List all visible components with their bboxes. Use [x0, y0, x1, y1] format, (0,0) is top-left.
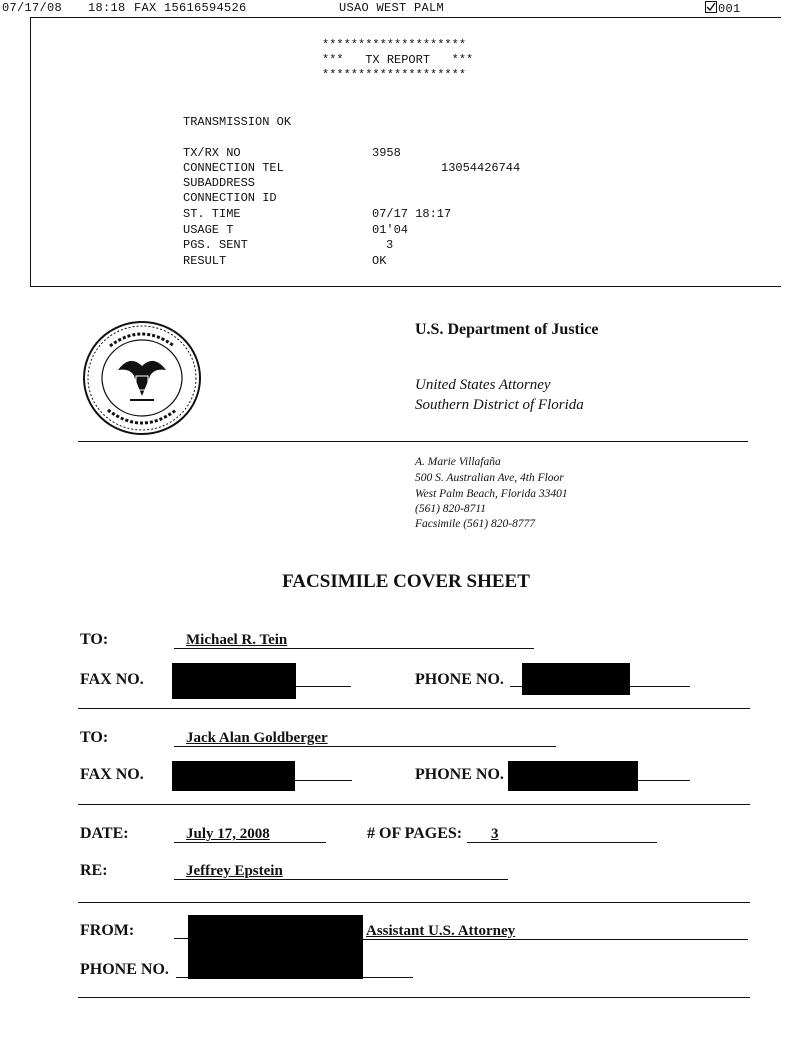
redaction-block	[522, 663, 630, 695]
fax-sender: USAO WEST PALM	[339, 1, 445, 15]
tx-row-label: TX/RX NO	[183, 146, 241, 160]
section-divider	[78, 708, 750, 709]
underline	[295, 780, 352, 781]
tx-row-label: CONNECTION ID	[183, 191, 277, 205]
contact-line: A. Marie Villafaña	[415, 456, 501, 468]
tx-row-label: PGS. SENT	[183, 238, 248, 252]
tx-row-value: 3	[386, 238, 394, 252]
redaction-block	[188, 915, 363, 979]
redaction-block	[508, 761, 638, 791]
tx-row-label: USAGE T	[183, 223, 234, 237]
tx-row-value: OK	[372, 254, 387, 268]
underline	[638, 780, 690, 781]
office-line-1: United States Attorney	[415, 377, 551, 393]
tx-stars-bottom: ********************	[322, 68, 467, 82]
fax-number: FAX 15616594526	[134, 1, 247, 15]
underline	[467, 842, 657, 843]
cover-sheet-title: FACSIMILE COVER SHEET	[282, 571, 530, 592]
tx-row-label: SUBADDRESS	[183, 176, 256, 190]
page-indicator	[705, 1, 741, 16]
underline	[176, 977, 188, 978]
underline	[630, 686, 690, 687]
recipient-name: Michael R. Tein	[186, 632, 288, 648]
tx-row-value: 3958	[372, 146, 401, 160]
phone-no-label: PHONE NO.	[80, 961, 169, 978]
tx-row-label: CONNECTION TEL	[183, 161, 284, 175]
section-divider	[78, 902, 750, 903]
redaction-block	[172, 761, 295, 791]
underline	[363, 977, 413, 978]
office-line-2: Southern District of Florida	[415, 397, 584, 413]
tx-stars-top: ********************	[322, 38, 467, 52]
underline	[174, 648, 534, 649]
page-number: 001	[718, 2, 741, 16]
underline	[174, 879, 508, 880]
contact-line: 500 S. Australian Ave, 4th Floor	[415, 472, 564, 484]
tx-row-label: ST. TIME	[183, 207, 241, 221]
fax-time: 18:18	[88, 1, 126, 15]
letterhead-rule	[78, 441, 748, 442]
to-label: TO:	[80, 631, 109, 648]
phone-no-label: PHONE NO.	[415, 671, 504, 688]
contact-line: (561) 820-8711	[415, 503, 487, 515]
tx-row-value: 13054426744	[441, 161, 521, 175]
re-label: RE:	[80, 862, 108, 879]
transmission-status: TRANSMISSION OK	[183, 115, 292, 129]
from-title: Assistant U.S. Attorney	[366, 923, 516, 939]
contact-line: Facsimile (561) 820-8777	[415, 518, 536, 530]
underline	[174, 842, 326, 843]
redaction-block	[172, 663, 296, 699]
underline	[510, 686, 522, 687]
re-value: Jeffrey Epstein	[186, 863, 283, 879]
fax-no-label: FAX NO.	[80, 671, 144, 688]
tx-report-title: *** TX REPORT ***	[322, 53, 474, 67]
to-label: TO:	[80, 729, 109, 746]
tx-row-value: 01'04	[372, 223, 409, 237]
department-name: U.S. Department of Justice	[415, 321, 599, 338]
tx-row-value: 07/17 18:17	[372, 207, 452, 221]
doj-seal-icon	[80, 318, 204, 438]
underline	[363, 939, 748, 940]
underline	[174, 938, 188, 939]
section-divider	[78, 804, 750, 805]
date-label: DATE:	[80, 825, 129, 842]
fax-date: 07/17/08	[2, 1, 63, 15]
phone-no-label: PHONE NO.	[415, 766, 504, 783]
pages-label: # OF PAGES:	[367, 825, 463, 842]
underline	[296, 686, 351, 687]
checkbox-icon	[705, 1, 718, 14]
underline	[174, 746, 556, 747]
from-label: FROM:	[80, 922, 135, 939]
tx-row-label: RESULT	[183, 254, 227, 268]
fax-no-label: FAX NO.	[80, 766, 144, 783]
pages-value: 3	[491, 826, 499, 842]
recipient-name: Jack Alan Goldberger	[186, 730, 328, 746]
section-divider	[78, 997, 750, 998]
contact-line: West Palm Beach, Florida 33401	[415, 488, 568, 500]
date-value: July 17, 2008	[186, 826, 270, 842]
